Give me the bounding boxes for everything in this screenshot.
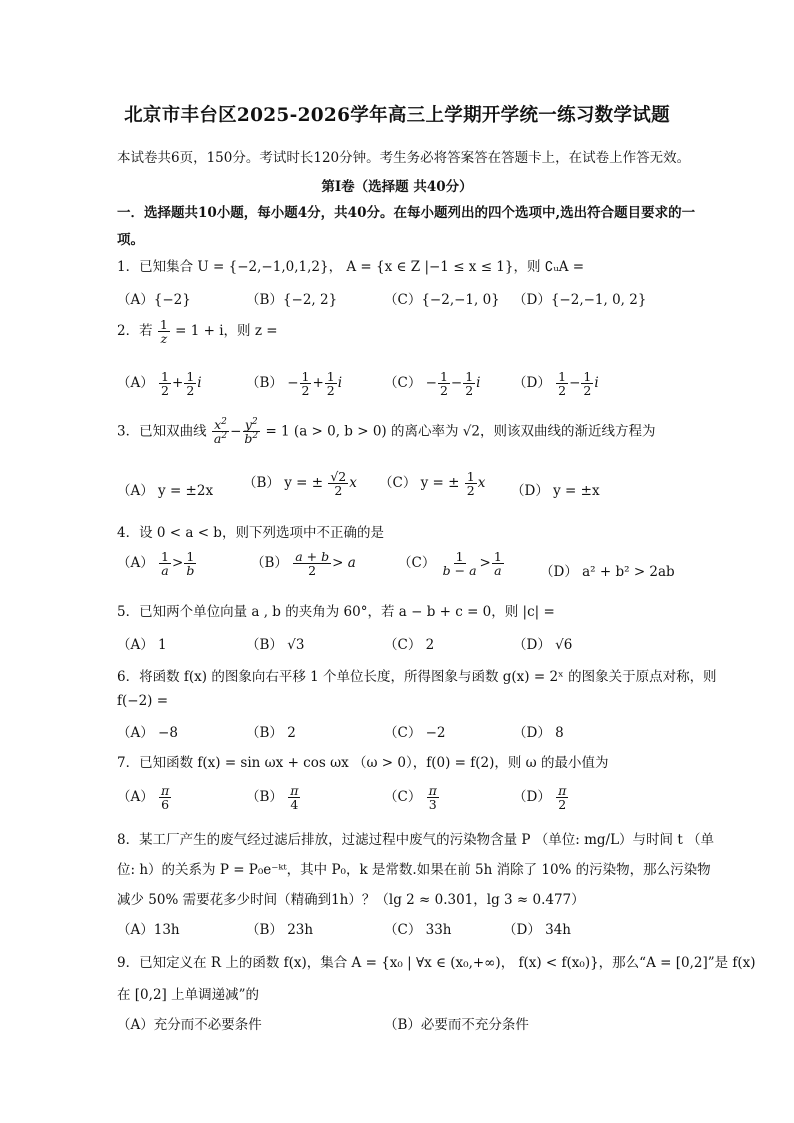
question-5-option-c: （C） 2 — [384, 637, 435, 653]
question-4-option-b-label: （B） — [251, 555, 288, 572]
question-3-option-b: （B） y = ± $\frac{√2}{2}$ x — [243, 469, 357, 499]
question-5-stem: 5．已知两个单位向量 a , b 的夹角为 60°，若 a − b + c = 0，则 |c| = — [117, 604, 555, 620]
question-1-option-c: （C）{−2,−1, 0} — [384, 292, 500, 308]
question-5-option-b: （B） √3 — [246, 637, 305, 653]
question-2-stem — [117, 318, 278, 345]
question-3-option-c-label: （C） y = ± — [379, 475, 460, 492]
question-3-option-c: （C） y = ± $\frac{1}{2}$ x — [379, 469, 486, 499]
question-7-stem: 7．已知函数 f(x) = sin ωx + cos ωx （ω > 0），f(0) = f(2)，则 ω 的最小值为 — [117, 755, 609, 771]
question-8-stem-line2: 位: h）的关系为 P = P₀e⁻ᵏᵗ，其中 P₀，k 是常数.如果在前 5h 消除了 10% 的污染物，那么污染物 — [117, 862, 711, 878]
question-6-stem-line2: f(−2) = — [117, 693, 169, 709]
question-2-fraction-numerator: 1 — [159, 317, 168, 332]
question-1-option-a: （A）{−2} — [117, 292, 191, 308]
question-4-option-c-label: （C） — [398, 555, 436, 572]
question-2-fraction-denominator: z — [160, 331, 168, 347]
question-7-option-d: （D） $\frac{\pi}{2}$ — [513, 783, 567, 813]
question-7-option-b-label: （B） — [246, 789, 283, 806]
question-8-option-c: （C） 33h — [384, 922, 452, 938]
question-3-stem: 3．已知双曲线 $\frac{x^2}{a^2}$ − $\frac{y^2}{b^2}$ = 1 (a > 0, b > 0) 的离心率为 √2，则该双曲线的渐近线方程为 — [117, 417, 656, 447]
section-title: 第I卷（选择题 共40分） — [321, 179, 473, 195]
question-1-option-d: （D）{−2,−1, 0, 2} — [513, 292, 647, 308]
question-6-option-c: （C） −2 — [384, 725, 446, 741]
question-4-option-b: （B） $\frac{a + b}{2}$ > a — [251, 549, 356, 579]
question-3-option-a: （A） y = ±2x — [117, 483, 214, 499]
question-6-option-b: （B） 2 — [246, 725, 296, 741]
question-2-option-c: （C） − $\frac{1}{2}$ − $\frac{1}{2}$ i — [384, 369, 481, 399]
question-3-option-b-label: （B） y = ± — [243, 475, 324, 492]
question-8-option-a: （A）13h — [117, 922, 180, 938]
question-9-stem-line1: 9．已知定义在 R 上的函数 f(x)，集合 A = {x₀ | ∀x ∈ (x₀,+∞)， f(x) < f(x₀)}，那么“A = [0,2]”是 f(x) — [117, 955, 756, 971]
question-3-stem-prefix: 3．已知双曲线 — [117, 423, 207, 440]
question-2-option-d: （D） $\frac{1}{2}$ − $\frac{1}{2}$ i — [513, 369, 599, 399]
question-2-option-c-label: （C） — [384, 375, 422, 392]
question-4-option-d: （D） a² + b² > 2ab — [540, 564, 675, 580]
part-heading-line1: 一．选择题共10小题，每小题4分，共40分。在每小题列出的四个选项中,选出符合题目要求的一 — [117, 205, 696, 221]
question-8-option-d: （D） 34h — [503, 922, 571, 938]
question-6-option-a: （A） −8 — [117, 725, 178, 741]
exam-instructions: 本试卷共6页，150分。考试时长120分钟。考生务必将答案答在答题卡上，在试卷上作答无效。 — [117, 150, 691, 166]
question-8-stem-line1: 8．某工厂产生的废气经过滤后排放，过滤过程中废气的污染物含量 P （单位: mg/L）与时间 t （单 — [117, 832, 715, 848]
page-title: 北京市丰台区2025-2026学年高三上学期开学统一练习数学试题 — [124, 105, 670, 126]
question-2-option-a: （A） $\frac{1}{2}$ + $\frac{1}{2}$ i — [117, 369, 202, 399]
question-9-option-a: （A）充分而不必要条件 — [117, 1017, 262, 1033]
question-7-option-b: （B） $\frac{\pi}{4}$ — [246, 783, 299, 813]
question-9-stem-line2: 在 [0,2] 上单调递减”的 — [117, 987, 259, 1003]
question-4-stem: 4．设 0 < a < b，则下列选项中不正确的是 — [117, 525, 384, 541]
question-7-option-c-label: （C） — [384, 789, 422, 806]
question-8-stem-line3: 减少 50% 需要花多少时间（精确到1h）？（lg 2 ≈ 0.301，lg 3 ≈ 0.477） — [117, 892, 585, 908]
question-4-option-c: （C） $\frac{1}{b - a}$ > $\frac{1}{a}$ — [398, 549, 502, 579]
question-4-option-a: （A） $\frac{1}{a}$ > $\frac{1}{b}$ — [117, 549, 195, 579]
question-7-option-d-label: （D） — [513, 789, 551, 806]
question-9-option-b: （B）必要而不充分条件 — [384, 1017, 529, 1033]
question-2-option-d-label: （D） — [513, 375, 551, 392]
question-2-option-b-label: （B） — [246, 375, 283, 392]
question-1-option-b: （B）{−2, 2} — [246, 292, 338, 308]
question-2-fraction — [158, 318, 170, 345]
question-6-option-d: （D） 8 — [513, 725, 564, 741]
question-2-stem-prefix: 2．若 — [117, 323, 153, 340]
question-2-option-a-label: （A） — [117, 375, 154, 392]
question-5-option-a: （A） 1 — [117, 637, 167, 653]
question-1-stem: 1．已知集合 U = {−2,−1,0,1,2}， A = {x ∈ Z |−1 ≤ x ≤ 1}，则 ∁ᵤA = — [117, 259, 585, 275]
question-3-stem-suffix: = 1 (a > 0, b > 0) 的离心率为 √2，则该双曲线的渐近线方程为 — [265, 423, 656, 440]
question-8-option-b: （B） 23h — [246, 922, 314, 938]
question-2-option-b: （B） − $\frac{1}{2}$ + $\frac{1}{2}$ i — [246, 369, 343, 399]
question-2-stem-suffix: = 1 + i，则 z = — [175, 323, 278, 340]
part-heading-line2: 项。 — [117, 232, 144, 248]
question-3-option-d: （D） y = ±x — [511, 483, 600, 499]
question-7-option-a-label: （A） — [117, 789, 154, 806]
question-7-option-a: （A） $\frac{\pi}{6}$ — [117, 783, 170, 813]
question-6-stem-line1: 6．将函数 f(x) 的图象向右平移 1 个单位长度，所得图象与函数 g(x) = 2ˣ 的图象关于原点对称，则 — [117, 669, 717, 685]
question-4-option-a-label: （A） — [117, 555, 154, 572]
question-7-option-c: （C） $\frac{\pi}{3}$ — [384, 783, 437, 813]
question-5-option-d: （D） √6 — [513, 637, 573, 653]
